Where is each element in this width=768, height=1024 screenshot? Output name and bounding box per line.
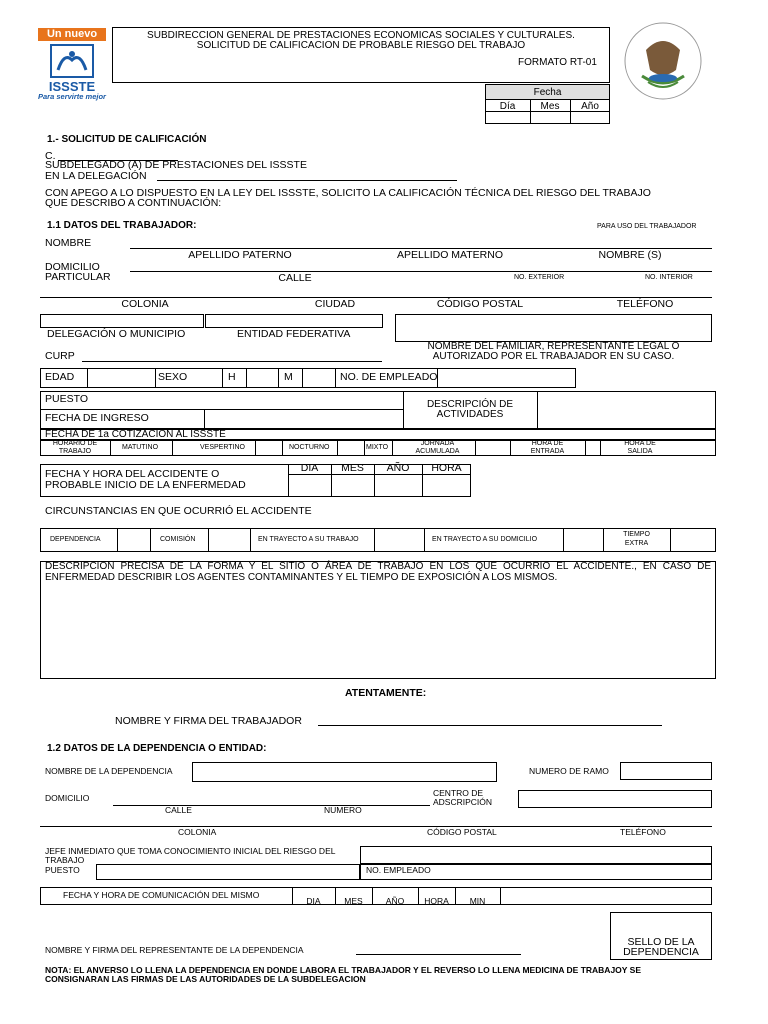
mixto-label: MIXTO bbox=[366, 444, 389, 451]
fecha-dia: Día bbox=[499, 101, 516, 112]
numero-ramo-label: NUMERO DE RAMO bbox=[529, 766, 609, 776]
entrada-label-2: ENTRADA bbox=[530, 448, 565, 455]
com-hora: HORA bbox=[424, 896, 449, 906]
circunstancias-label: CIRCUNSTANCIAS EN QUE OCURRIÓ EL ACCIDENTE bbox=[45, 505, 312, 517]
curp-label: CURP bbox=[45, 350, 75, 362]
vespertino-label: VESPERTINO bbox=[200, 444, 245, 451]
centro-adscripcion-field[interactable] bbox=[518, 790, 712, 808]
sexo-label: SEXO bbox=[158, 371, 188, 383]
no-interior-label: NO. INTERIOR bbox=[645, 274, 693, 281]
mexico-seal-icon bbox=[618, 20, 708, 102]
jornada-label-1: JORNADA bbox=[420, 440, 455, 447]
ap-materno-label: APELLIDO MATERNO bbox=[397, 249, 503, 261]
apego-line1: CON APEGO A LO DISPUESTO EN LA LEY DEL ISSSTE, SOLICITO LA CALIFICACIÓN TÉCNICA DEL RIESGO DEL TRABAJO bbox=[45, 187, 651, 199]
logo-banner: Un nuevo bbox=[38, 28, 106, 41]
no-empleado-label: NO. DE EMPLEADO bbox=[340, 371, 438, 383]
descripcion-text: DESCRIPCION PRECISA DE LA FORMA Y EL SITIO O ÁREA DE TRABAJO EN LOS QUE OCURRIO EL ACCIDENTE., EN CASO DE ENFERMEDAD DESCRIBIR LOS AGENTES CONTAMINANTES Y EL TIEMPO DE EXPOSICIÓN A LOS MISMOS. bbox=[45, 561, 711, 583]
formato-label: FORMATO RT-01 bbox=[518, 57, 597, 68]
c-label: C. bbox=[45, 150, 56, 162]
firma-representante-line[interactable] bbox=[356, 954, 521, 955]
com-mes: MES bbox=[344, 896, 363, 906]
trayecto-domicilio-option: EN TRAYECTO A SU DOMICILIO bbox=[432, 536, 538, 543]
cp-label: CÓDIGO POSTAL bbox=[436, 298, 524, 310]
colonia-dep-label: COLONIA bbox=[178, 827, 217, 837]
familiar-label-2: AUTORIZADO POR EL TRABAJADOR EN SU CASO. bbox=[432, 351, 675, 362]
sello-label-2: DEPENDENCIA bbox=[623, 946, 699, 958]
jefe-label-2: TRABAJO bbox=[45, 855, 85, 865]
colonia-label: COLONIA bbox=[121, 298, 169, 310]
fecha-mes: Mes bbox=[540, 101, 560, 112]
desc-actividades-1: DESCRIPCIÓN DE bbox=[426, 399, 514, 410]
fecha-ano: Año bbox=[581, 101, 599, 112]
accidente-mes: MES bbox=[341, 462, 364, 474]
nota-line1: NOTA: EL ANVERSO LO LLENA LA DEPENDENCIA EN DONDE LABORA EL TRABAJADOR Y EL REVERSO LO LLENA MEDICINA DE TRABAJOY SE bbox=[45, 965, 641, 975]
domicilio-dep-label: DOMICILIO bbox=[45, 793, 90, 803]
header-line2: SOLICITUD DE CALIFICACION DE PROBABLE RIESGO DEL TRABAJO bbox=[196, 40, 526, 51]
centro-label-1: CENTRO DE bbox=[433, 788, 484, 798]
entrada-label-1: HORA DE bbox=[531, 440, 564, 447]
edad-row bbox=[40, 368, 576, 388]
logo-tagline: Para servirte mejor bbox=[38, 92, 106, 101]
delegacion-line[interactable] bbox=[157, 180, 457, 181]
colonia-dep-line[interactable] bbox=[40, 826, 712, 827]
domicilio-dep-line[interactable] bbox=[113, 805, 430, 806]
nombre-label: NOMBRE bbox=[45, 237, 92, 249]
nombres-label: NOMBRE (S) bbox=[598, 249, 662, 261]
nombre-dependencia-label: NOMBRE DE LA DEPENDENCIA bbox=[45, 766, 173, 776]
accidente-dia: DIA bbox=[300, 462, 319, 474]
centro-label-2: ADSCRIPCIÓN bbox=[433, 797, 493, 807]
ciudad-label: CIUDAD bbox=[314, 298, 356, 310]
comision-option: COMISIÓN bbox=[160, 536, 196, 543]
accidente-ano: AÑO bbox=[386, 462, 410, 474]
domicilio-label: DOMICILIO bbox=[45, 261, 100, 273]
domicilio-line[interactable] bbox=[130, 271, 712, 272]
ap-paterno-label: APELLIDO PATERNO bbox=[188, 249, 292, 261]
apego-line2: QUE DESCRIBO A CONTINUACIÓN: bbox=[45, 197, 222, 209]
subdelegado-label: SUBDELEGADO (A) DE PRESTACIONES DEL ISSSTE bbox=[45, 159, 307, 171]
fecha-cotizacion-label: FECHA DE 1a COTIZACION AL ISSSTE bbox=[45, 429, 226, 440]
sello-label-1: SELLO DE LA bbox=[627, 936, 695, 948]
matutino-label: MATUTINO bbox=[122, 444, 159, 451]
nombre-dependencia-field[interactable] bbox=[192, 762, 497, 782]
atentamente-label: ATENTAMENTE: bbox=[345, 687, 427, 699]
no-exterior-label: NO. EXTERIOR bbox=[514, 274, 565, 281]
horario-label-1: HORARIO DE bbox=[52, 440, 98, 447]
entidad-field[interactable] bbox=[205, 314, 383, 328]
puesto-dep-field[interactable] bbox=[96, 864, 360, 880]
horario-label-2: TRABAJO bbox=[58, 448, 92, 455]
familiar-label-1: NOMBRE DEL FAMILIAR, REPRESENTANTE LEGAL O bbox=[427, 341, 680, 352]
com-dia: DIA bbox=[306, 896, 321, 906]
jornada-label-2: ACUMULADA bbox=[415, 448, 460, 455]
calle-dep-label: CALLE bbox=[165, 805, 192, 815]
com-ano: AÑO bbox=[385, 896, 405, 906]
salida-label-2: SALIDA bbox=[627, 448, 653, 455]
section11-title: 1.1 DATOS DEL TRABAJADOR: bbox=[47, 220, 197, 231]
entidad-label: ENTIDAD FEDERATIVA bbox=[237, 328, 351, 340]
fecha-title: Fecha bbox=[533, 87, 562, 98]
puesto-dep-label: PUESTO bbox=[45, 865, 80, 875]
issste-logo bbox=[38, 28, 110, 102]
com-min: MIN bbox=[469, 896, 486, 906]
dependencia-option: DEPENDENCIA bbox=[50, 536, 101, 543]
telefono-label: TELÉFONO bbox=[616, 298, 674, 310]
accidente-hora: HORA bbox=[431, 462, 462, 474]
trayecto-trabajo-option: EN TRAYECTO A SU TRABAJO bbox=[258, 536, 359, 543]
cp-dep-label: CÓDIGO POSTAL bbox=[427, 827, 497, 837]
edad-label: EDAD bbox=[45, 371, 75, 383]
delegacion-municipio-field[interactable] bbox=[40, 314, 204, 328]
nocturno-label: NOCTURNO bbox=[289, 444, 330, 451]
accidente-label-1: FECHA Y HORA DEL ACCIDENTE O bbox=[45, 468, 220, 480]
numero-dep-label: NUMERO bbox=[324, 805, 362, 815]
particular-label: PARTICULAR bbox=[45, 271, 111, 283]
tiempo-extra-2: EXTRA bbox=[624, 540, 649, 547]
header-line1: SUBDIRECCION GENERAL DE PRESTACIONES ECONOMICAS SOCIALES Y CULTURALES. bbox=[147, 30, 575, 41]
para-uso-label: PARA USO DEL TRABAJADOR bbox=[597, 223, 697, 230]
puesto-label: PUESTO bbox=[45, 393, 88, 405]
nota-line2: CONSIGNARAN LAS FIRMAS DE LAS AUTORIDADES DE LA SUBDELEGACION bbox=[45, 974, 366, 984]
delegacion-label: EN LA DELEGACIÓN bbox=[45, 170, 147, 182]
jefe-field[interactable] bbox=[360, 846, 712, 864]
firma-trabajador-label: NOMBRE Y FIRMA DEL TRABAJADOR bbox=[115, 715, 302, 727]
logo-name: ISSSTE bbox=[48, 79, 96, 94]
h-label: H bbox=[228, 371, 236, 383]
deleg-mun-label: DELEGACIÓN O MUNICIPIO bbox=[47, 328, 186, 340]
familiar-field[interactable] bbox=[395, 314, 712, 342]
desc-actividades-2: ACTIVIDADES bbox=[436, 409, 504, 420]
no-empleado-dep-label: NO. EMPLEADO bbox=[366, 865, 431, 875]
m-label: M bbox=[284, 371, 293, 383]
numero-ramo-field[interactable] bbox=[620, 762, 712, 780]
section12-title: 1.2 DATOS DE LA DEPENDENCIA O ENTIDAD: bbox=[47, 743, 267, 754]
tiempo-extra-1: TIEMPO bbox=[623, 531, 650, 538]
salida-label-1: HORA DE bbox=[624, 440, 656, 447]
fecha-comunicacion-label: FECHA Y HORA DE COMUNICACIÓN DEL MISMO bbox=[63, 890, 260, 900]
firma-representante-label: NOMBRE Y FIRMA DEL REPRESENTANTE DE LA DEPENDENCIA bbox=[45, 945, 304, 955]
section1-title: 1.- SOLICITUD DE CALIFICACIÓN bbox=[47, 134, 207, 145]
accidente-label-2: PROBABLE INICIO DE LA ENFERMEDAD bbox=[45, 479, 246, 491]
telefono-dep-label: TELÉFONO bbox=[620, 827, 666, 837]
jefe-label-1: JEFE INMEDIATO QUE TOMA CONOCIMIENTO INICIAL DEL RIESGO DEL bbox=[45, 846, 336, 856]
firma-trabajador-line[interactable] bbox=[318, 725, 662, 726]
calle-label: CALLE bbox=[278, 272, 312, 284]
fecha-ingreso-label: FECHA DE INGRESO bbox=[45, 412, 149, 424]
curp-line[interactable] bbox=[82, 361, 382, 362]
issste-emblem-icon bbox=[50, 44, 94, 78]
